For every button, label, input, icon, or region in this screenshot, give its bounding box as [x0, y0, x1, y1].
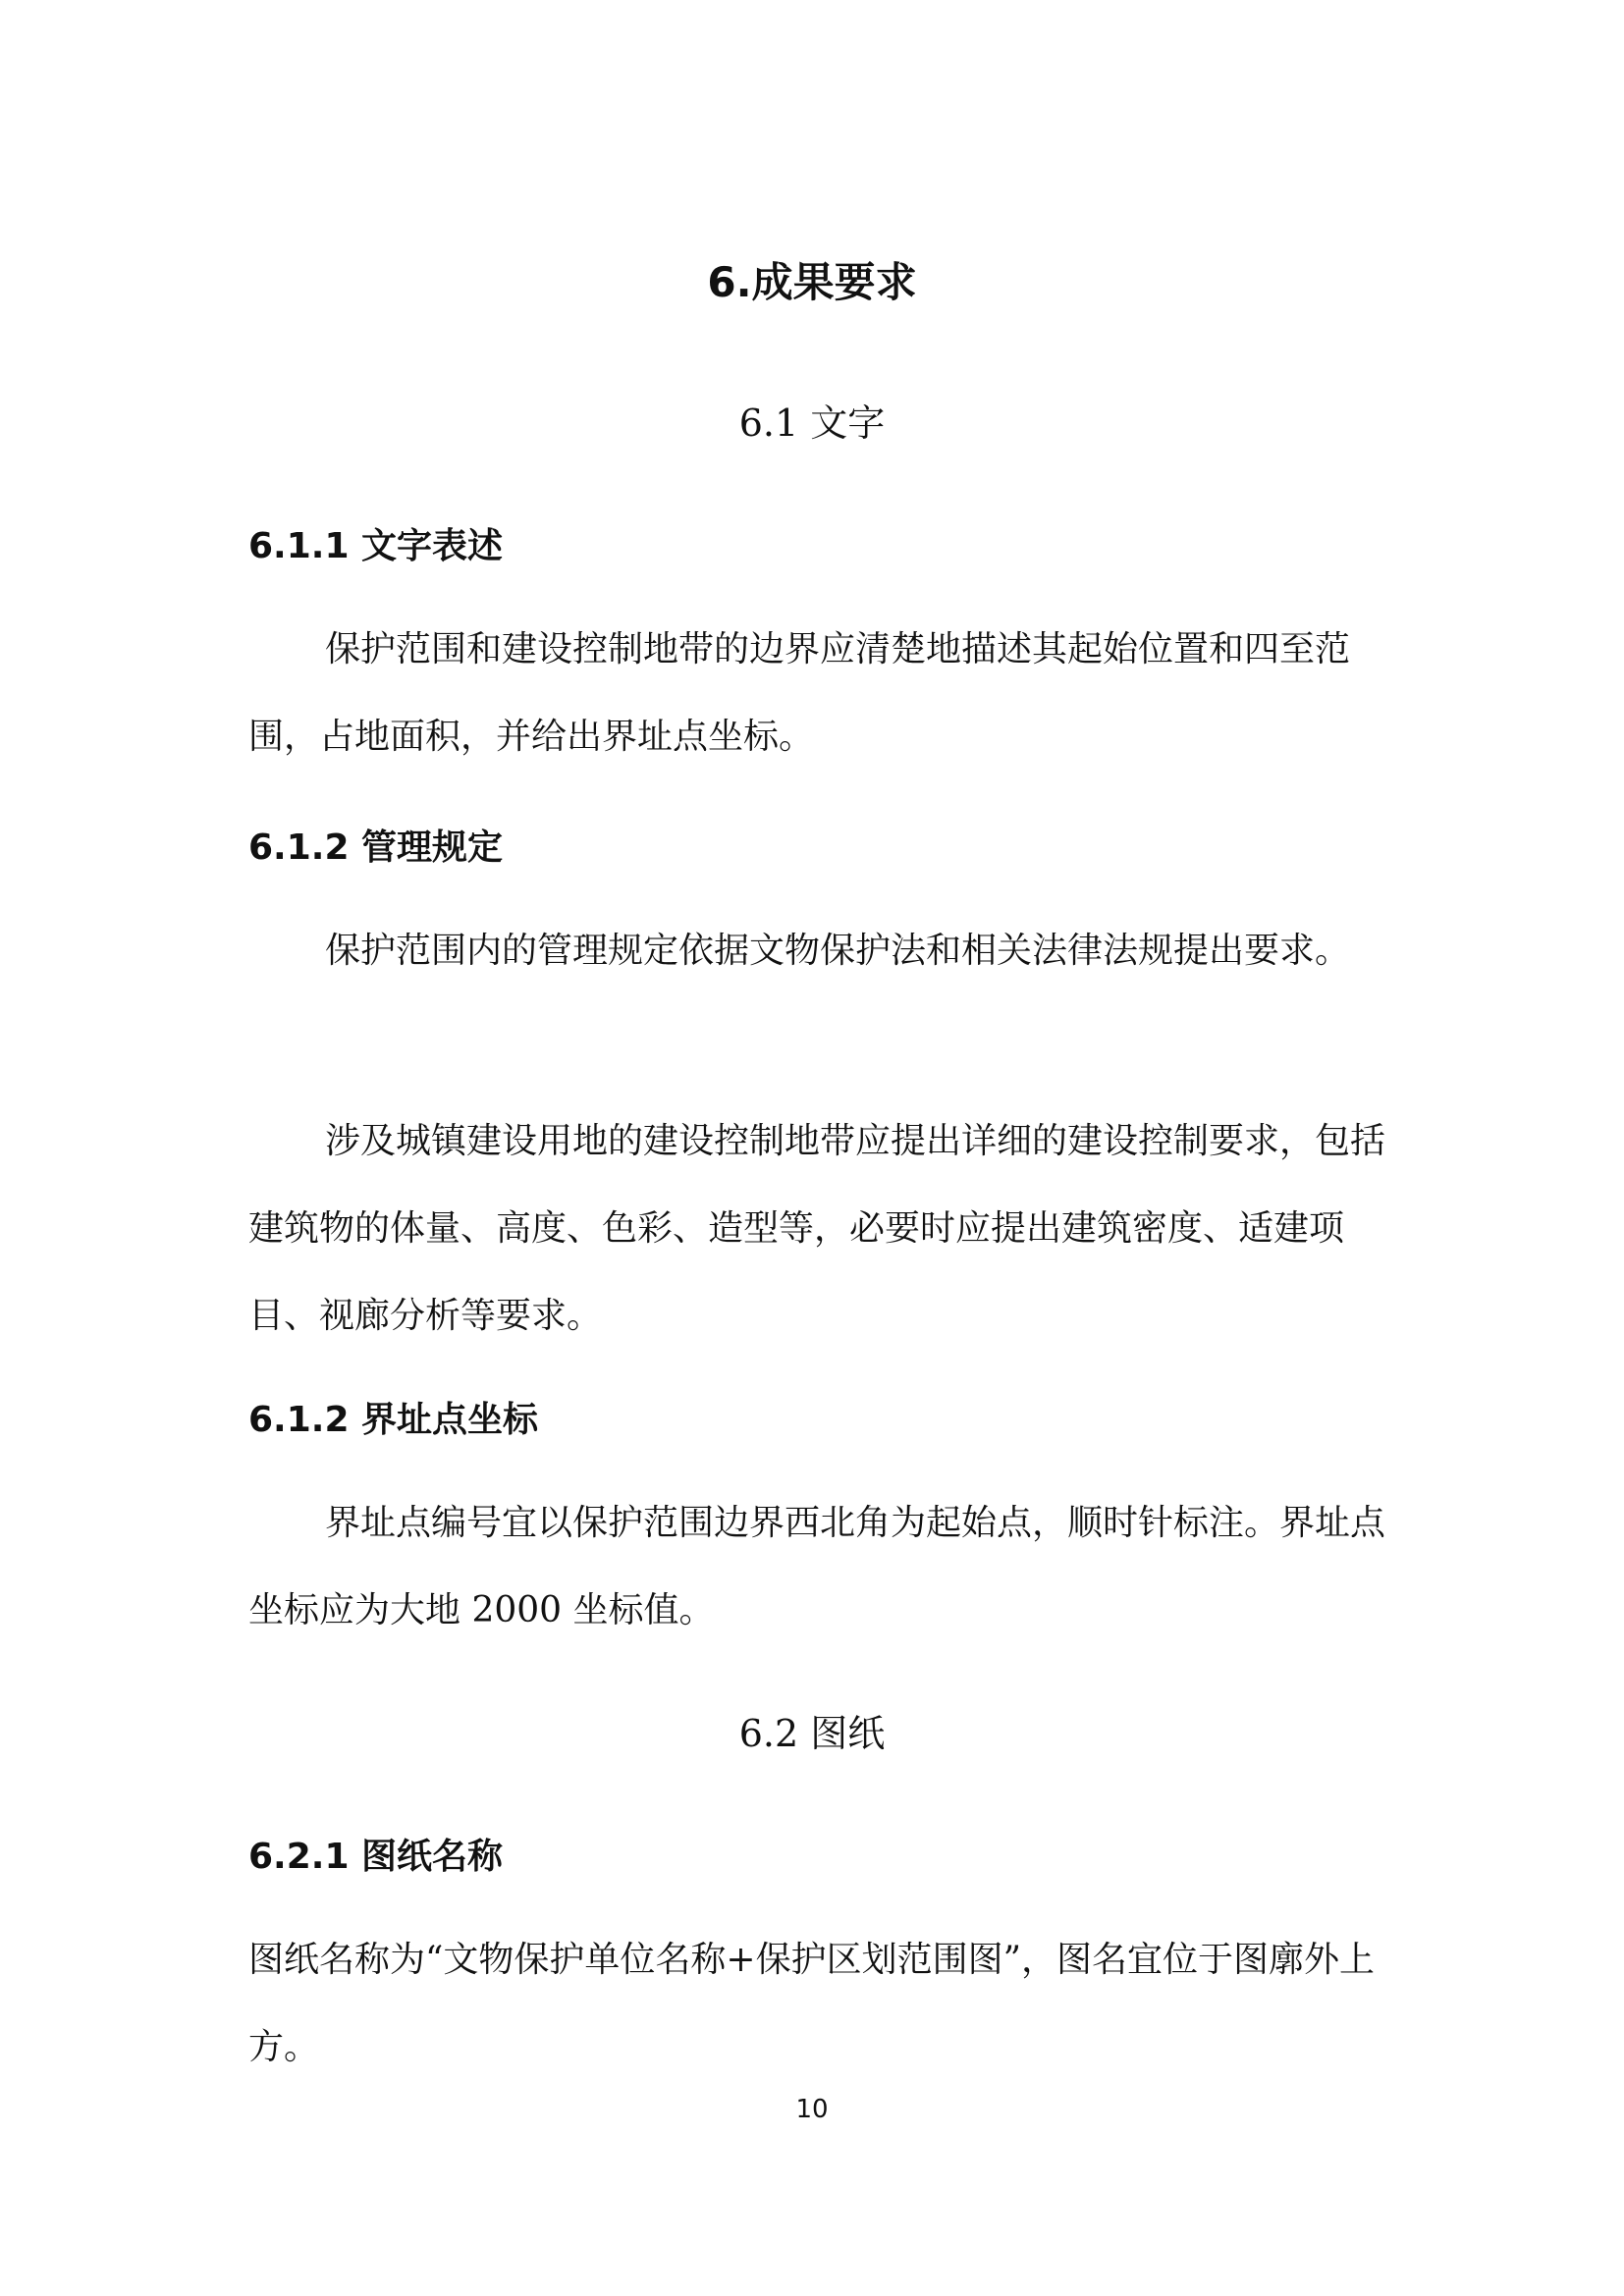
section-heading-6-1: 6.1 文字 [738, 401, 886, 445]
paragraph-drawing-name: 图纸名称为“文物保护单位名称+保护区划范围图”，图名宜位于图廓外上方。 [248, 1940, 1375, 2067]
paragraph-management-2: 涉及城镇建设用地的建设控制地带应提出详细的建设控制要求，包括建筑物的体量、高度、色彩、造型等，必要时应提出建筑密度、适建项目、视廊分析等要求。 [248, 1121, 1386, 1336]
paragraph-boundary-coordinates: 界址点编号宜以保护范围边界西北角为起始点，顺时针标注。界址点坐标应为大地 2000 坐标值。 [248, 1503, 1386, 1630]
subsection-heading-6-1-1: 6.1.1 文字表述 [248, 526, 504, 566]
paragraph-management-1: 保护范围内的管理规定依据文物保护法和相关法律法规提出要求。 [325, 931, 1351, 971]
subsection-heading-6-2-1: 6.2.1 图纸名称 [248, 1837, 504, 1877]
subsection-heading-6-1-2-management: 6.1.2 管理规定 [248, 828, 504, 868]
chapter-title: 6.成果要求 [707, 258, 917, 306]
paragraph-text-description: 保护范围和建设控制地带的边界应清楚地描述其起始位置和四至范围，占地面积，并给出界址点坐标。 [248, 629, 1351, 757]
page-number: 10 [795, 2095, 829, 2124]
section-heading-6-2: 6.2 图纸 [738, 1712, 886, 1755]
subsection-heading-6-1-2-boundary: 6.1.2 界址点坐标 [248, 1400, 539, 1440]
